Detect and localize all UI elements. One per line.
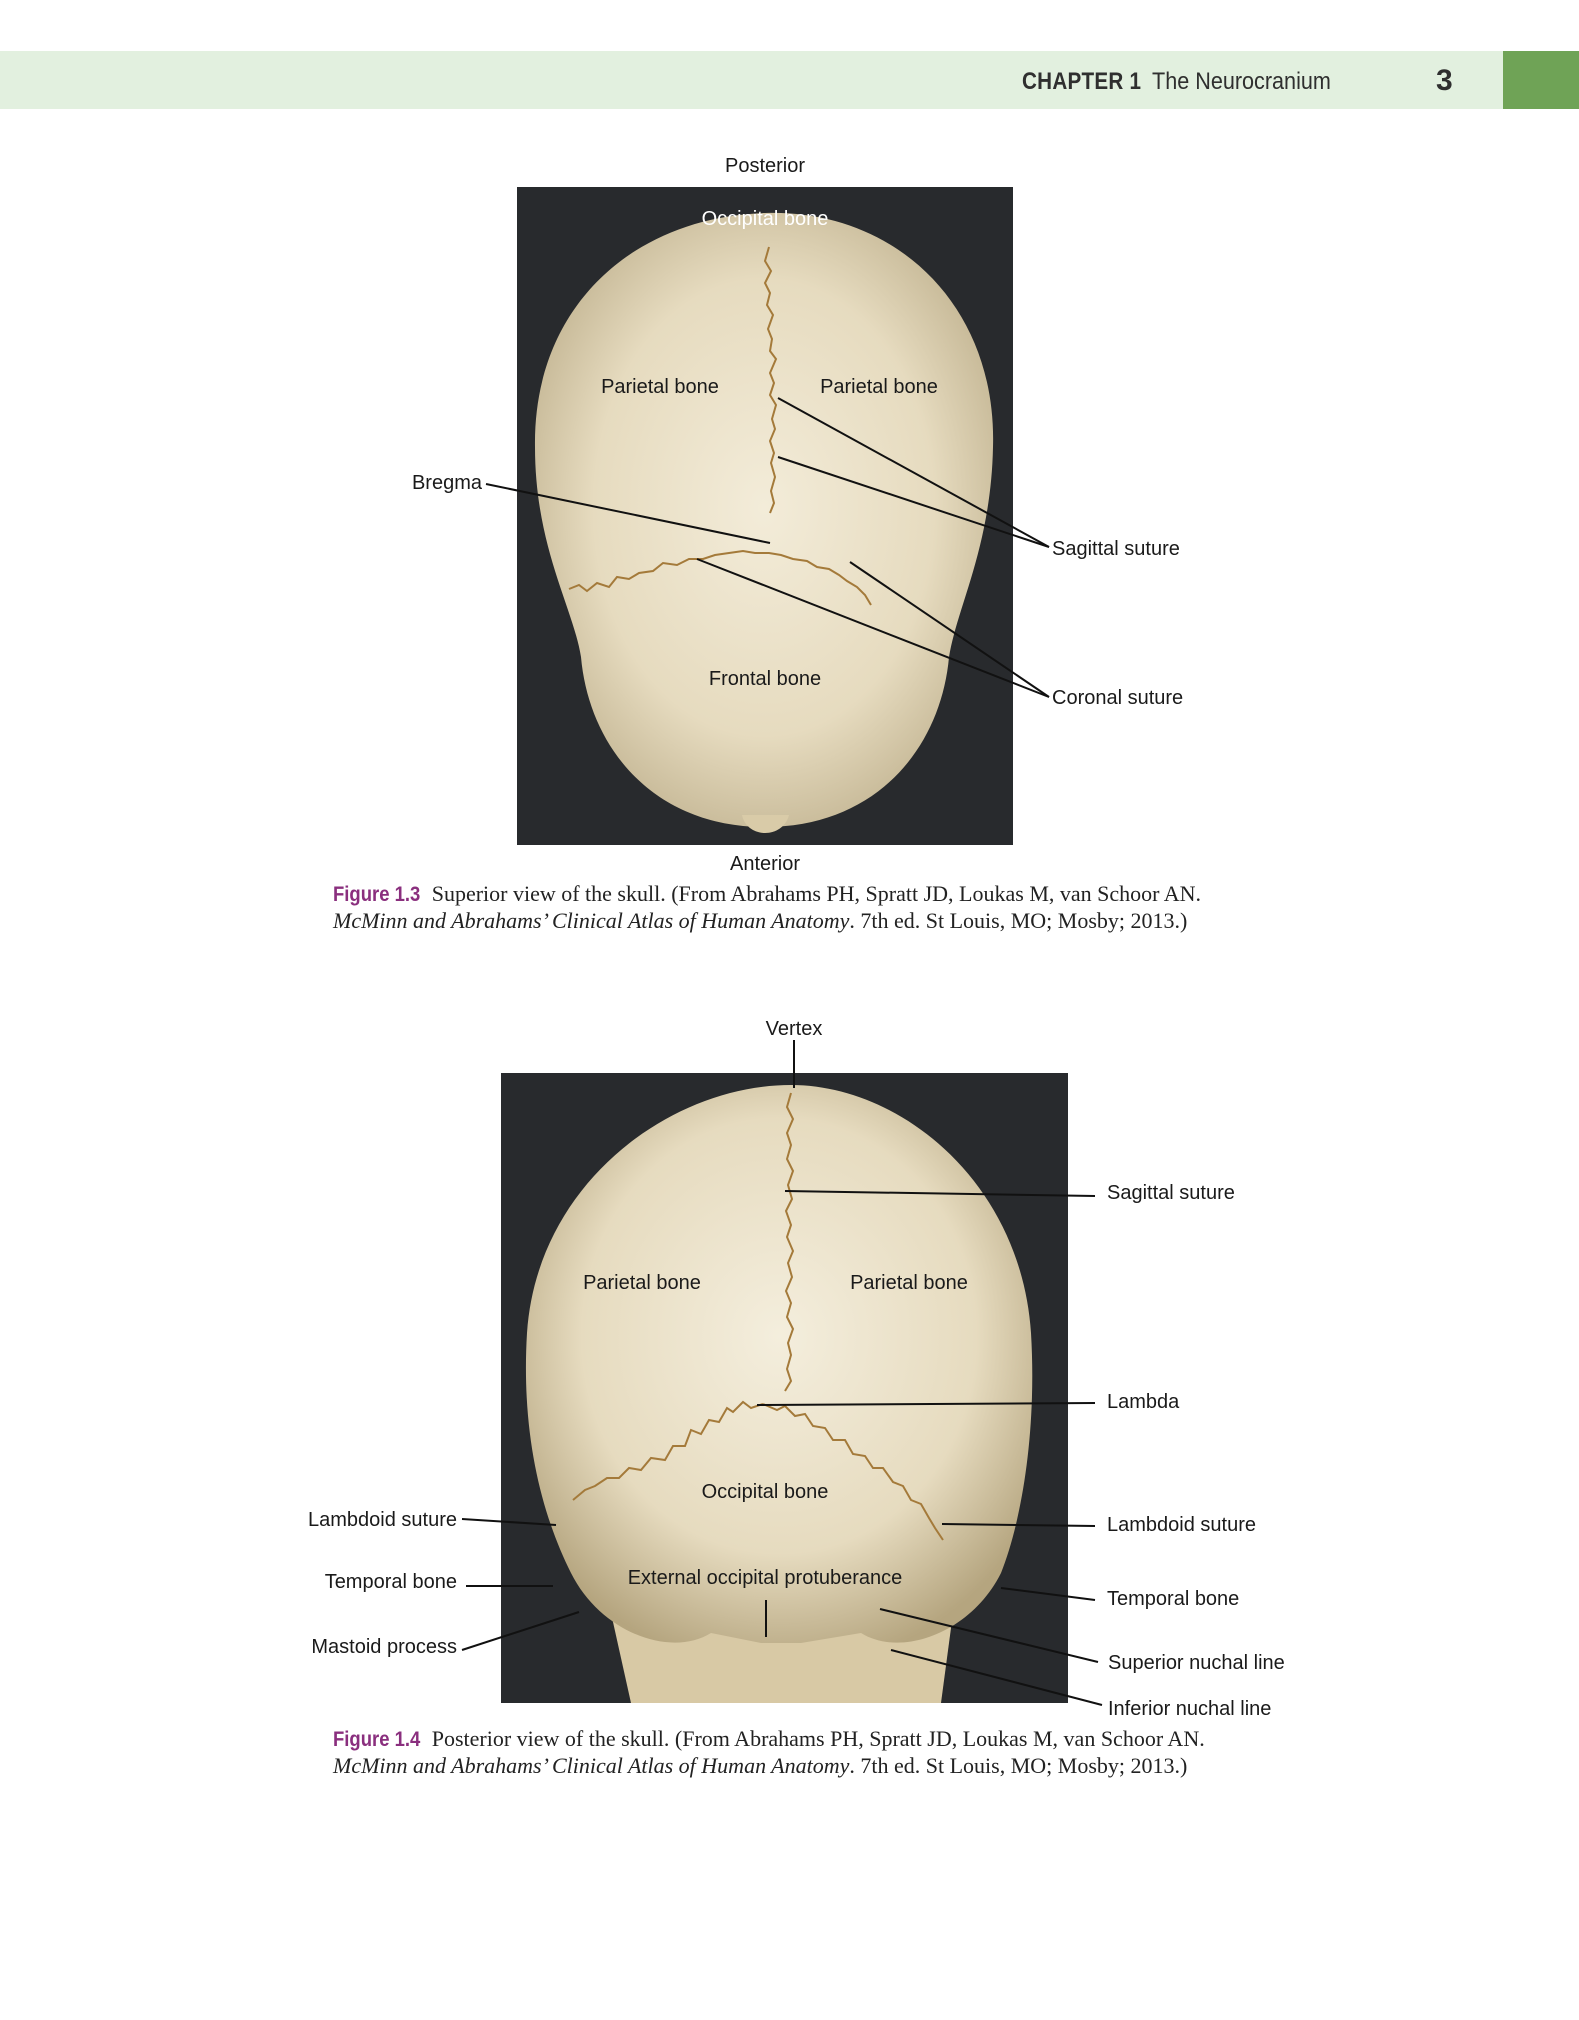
- figure-1-4-caption: [333, 1726, 1313, 1779]
- fig14-label-external-occipital-protuberance: External occipital protuberance: [627, 1567, 903, 1589]
- chapter-label: CHAPTER 1: [1022, 68, 1142, 95]
- fig13-label-parietal-left: Parietal bone: [601, 376, 719, 398]
- chapter-title: The Neurocranium: [1152, 68, 1331, 95]
- fig14-label-mastoid-process: Mastoid process: [311, 1636, 457, 1658]
- figure-1-4-caption-text: Posterior view of the skull. (From Abrahams PH, Spratt JD, Loukas M, van Schoor AN.: [426, 1726, 1205, 1751]
- fig13-label-occipital-bone: Occipital bone: [701, 208, 829, 230]
- fig14-label-parietal-left: Parietal bone: [583, 1272, 701, 1294]
- fig13-label-anterior: Anterior: [729, 853, 801, 875]
- figure-1-3-number: Figure 1.3: [333, 883, 421, 906]
- fig13-label-frontal-bone: Frontal bone: [708, 668, 822, 690]
- fig13-label-parietal-right: Parietal bone: [820, 376, 938, 398]
- fig14-label-temporal-left: Temporal bone: [324, 1571, 457, 1593]
- fig14-label-sagittal-suture: Sagittal suture: [1107, 1182, 1235, 1204]
- figure-1-3-caption-text: Superior view of the skull. (From Abrahams PH, Spratt JD, Loukas M, van Schoor AN.: [426, 881, 1202, 906]
- fig14-label-lambdoid-left: Lambdoid suture: [308, 1509, 457, 1531]
- page-number: 3: [1436, 64, 1453, 97]
- figure-1-4-caption-tail: . 7th ed. St Louis, MO; Mosby; 2013.): [849, 1753, 1188, 1778]
- fig13-label-coronal-suture: Coronal suture: [1052, 687, 1184, 709]
- figure-1-3-caption-source: McMinn and Abrahams’ Clinical Atlas of Human Anatomy: [333, 908, 850, 933]
- fig14-label-vertex: Vertex: [765, 1018, 823, 1040]
- fig14-label-occipital-bone: Occipital bone: [701, 1481, 829, 1503]
- fig14-label-parietal-right: Parietal bone: [850, 1272, 968, 1294]
- fig14-label-lambda: Lambda: [1107, 1391, 1180, 1413]
- fig13-label-sagittal-suture: Sagittal suture: [1052, 538, 1180, 560]
- fig14-label-lambdoid-right: Lambdoid suture: [1107, 1514, 1256, 1536]
- fig14-label-inferior-nuchal-line: Inferior nuchal line: [1108, 1698, 1272, 1720]
- figure-1-4-caption-source: McMinn and Abrahams’ Clinical Atlas of Human Anatomy: [333, 1753, 850, 1778]
- fig14-label-temporal-right: Temporal bone: [1107, 1588, 1240, 1610]
- figure-1-3-caption-tail: . 7th ed. St Louis, MO; Mosby; 2013.): [849, 908, 1188, 933]
- fig13-label-bregma: Bregma: [411, 472, 482, 494]
- fig14-label-superior-nuchal-line: Superior nuchal line: [1108, 1652, 1285, 1674]
- figure-1-4-number: Figure 1.4: [333, 1728, 421, 1751]
- fig13-label-posterior: Posterior: [724, 155, 806, 177]
